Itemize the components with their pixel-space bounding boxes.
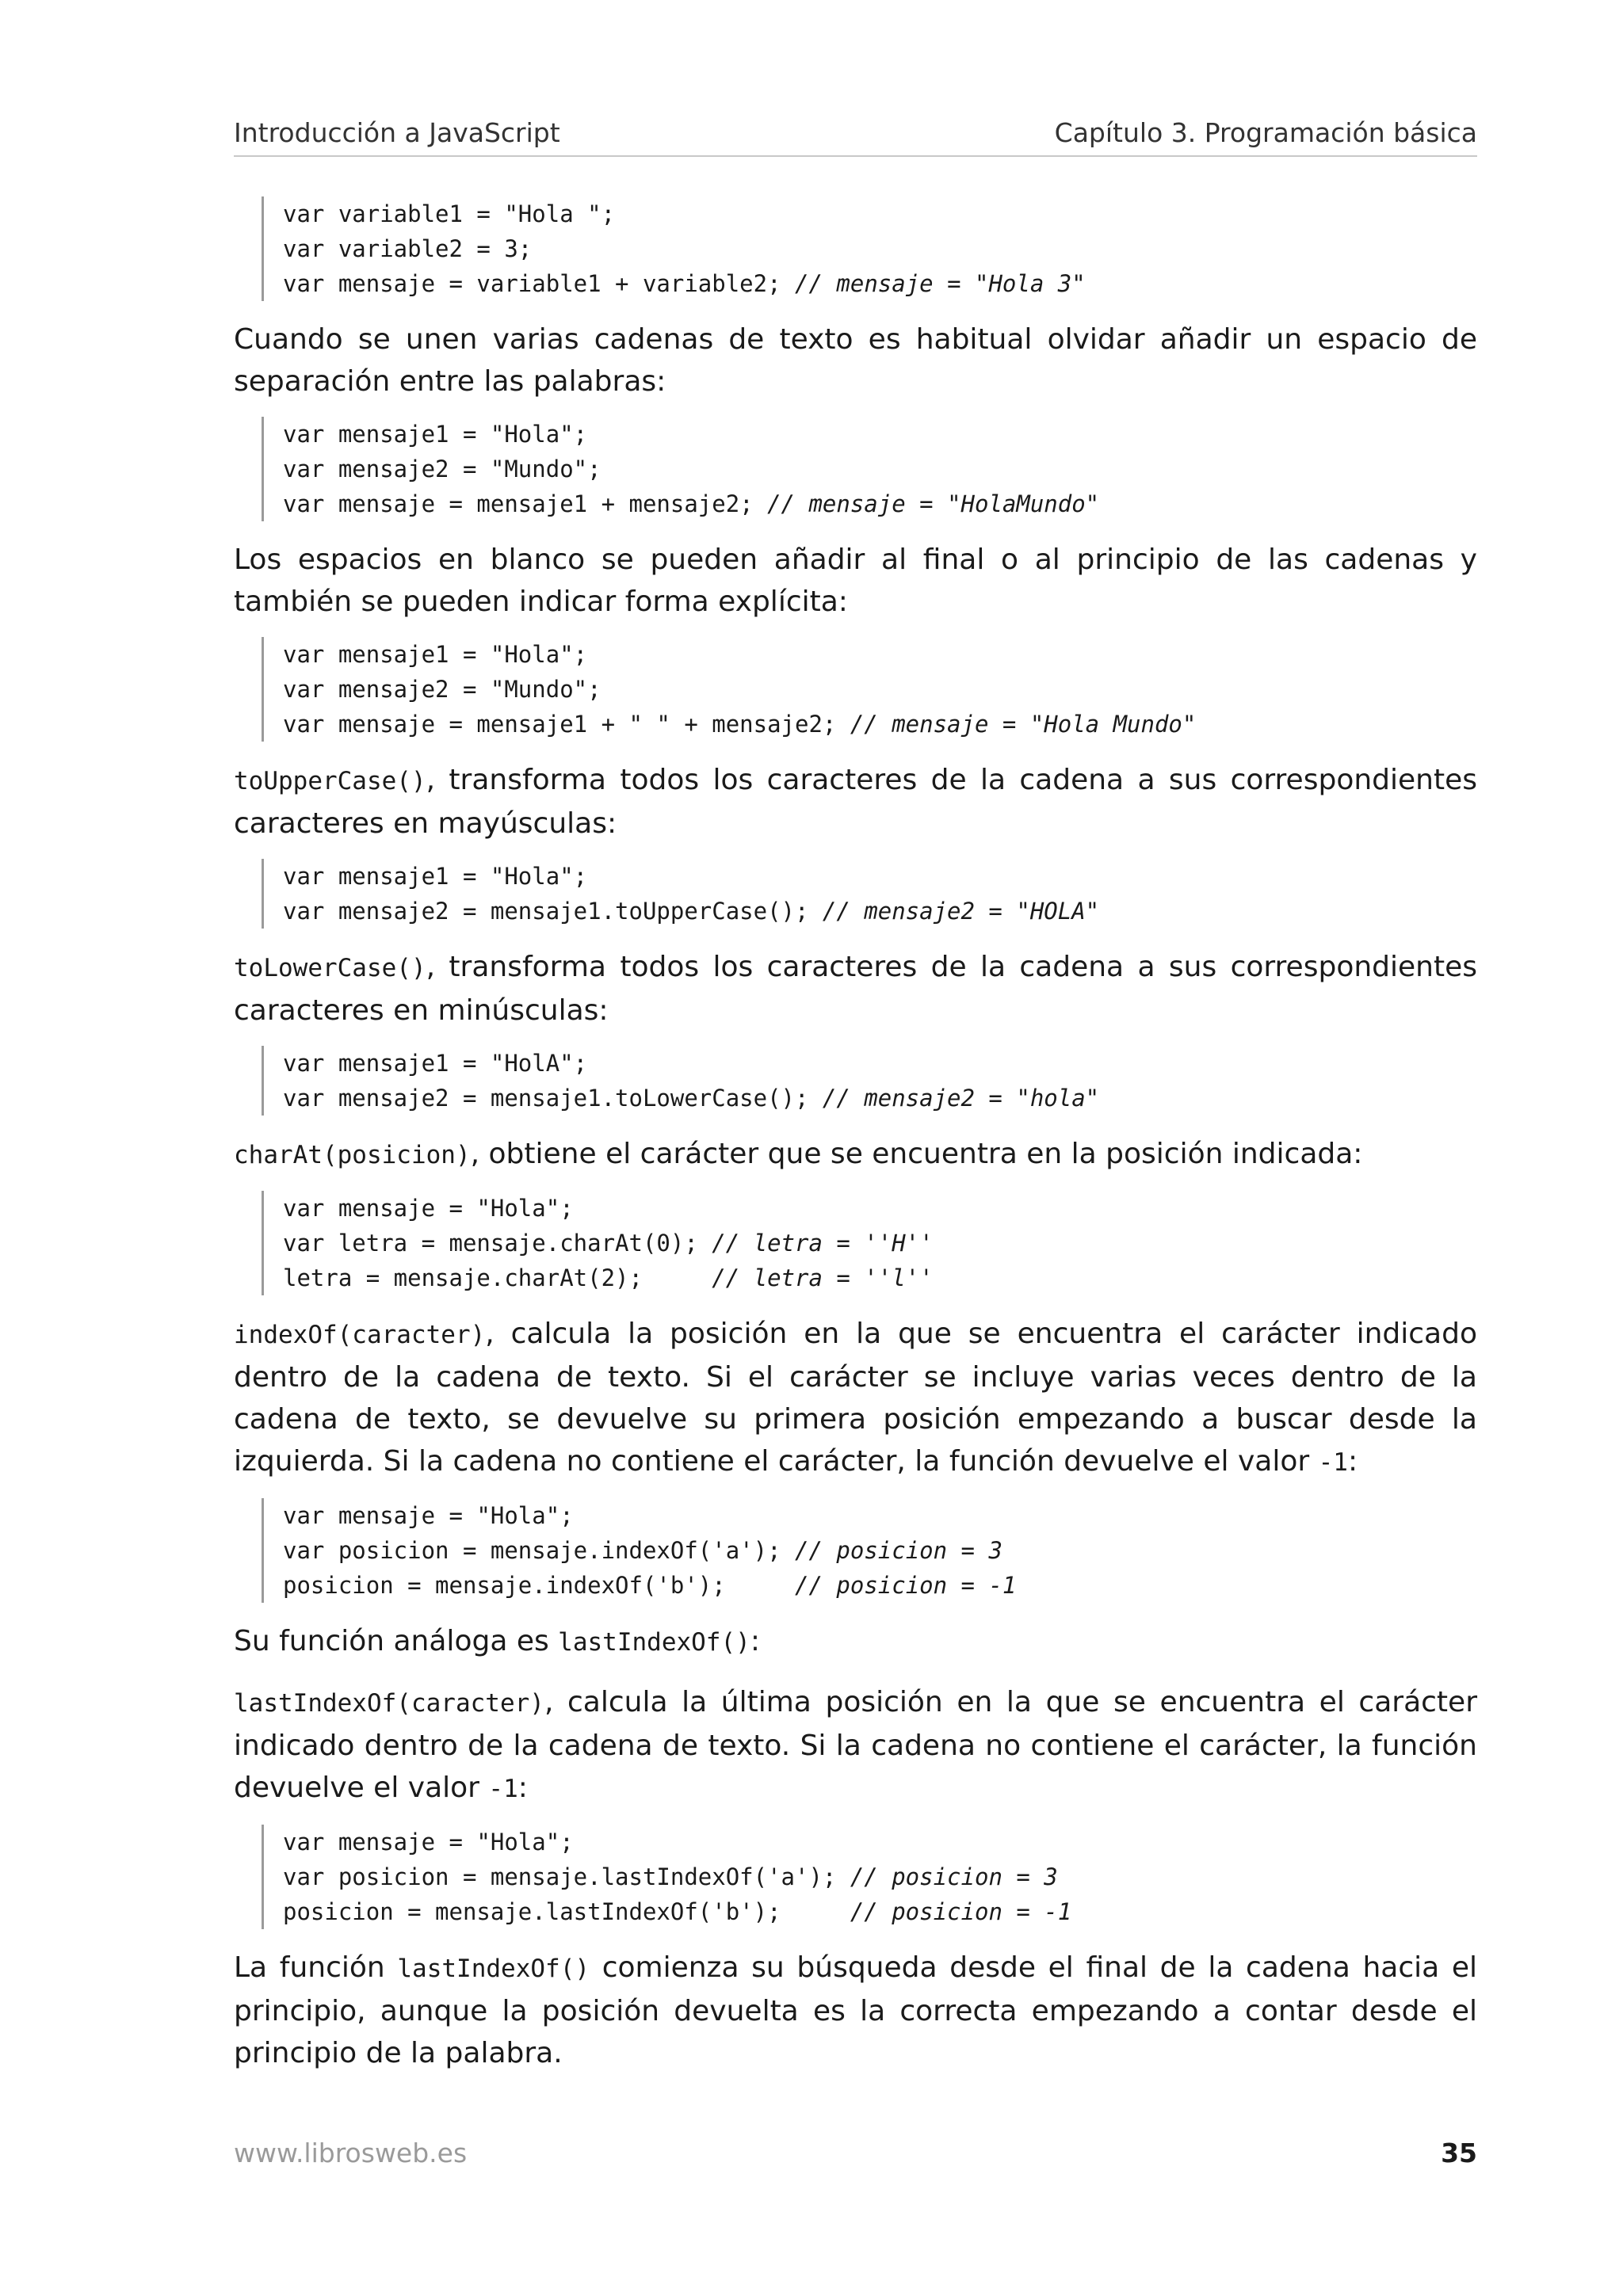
code-line: var mensaje1 = "Hola"; xyxy=(283,863,588,890)
page-content xyxy=(234,196,1477,2088)
inline-code: toLowerCase() xyxy=(234,954,426,982)
code-block xyxy=(262,196,1477,301)
paragraph-text: : xyxy=(750,1625,760,1657)
code-line: var mensaje = mensaje1 + mensaje2; xyxy=(283,490,768,517)
code-comment: // mensaje = "Hola Mundo" xyxy=(850,711,1197,738)
code-block xyxy=(262,1498,1477,1603)
paragraph xyxy=(234,1620,1477,1664)
code-comment: // mensaje = "HolaMundo" xyxy=(767,490,1100,517)
code-block xyxy=(262,1046,1477,1116)
code-comment: // mensaje2 = "hola" xyxy=(822,1085,1100,1112)
code-comment: // mensaje = "Hola 3" xyxy=(795,270,1086,297)
paragraph-text: , calcula la posición en la que se encuentra el carácter indicado dentro de la cadena de texto. Si el carácter se incluye varias veces dentro de la cadena de texto, se devuelve su primera posición empezando a buscar desde la izquierda. Si la cadena no contiene el carácter, la función devuelve el valor xyxy=(234,1318,1477,1478)
paragraph-text: : xyxy=(1347,1445,1358,1478)
code-line: var mensaje = mensaje1 + " " + mensaje2; xyxy=(283,711,850,738)
code-block xyxy=(262,417,1477,521)
chapter-title: Capítulo 3. Programación básica xyxy=(1054,117,1477,148)
paragraph-text: , transforma todos los caracteres de la cadena a sus correspondientes caracteres en minúsculas: xyxy=(234,951,1477,1027)
code-block xyxy=(262,1191,1477,1295)
code-line: letra = mensaje.charAt(2); xyxy=(283,1264,712,1291)
code-line: var mensaje2 = mensaje1.toLowerCase(); xyxy=(283,1085,823,1112)
code-comment: // posicion = -1 xyxy=(850,1898,1072,1925)
paragraph-text: , transforma todos los caracteres de la cadena a sus correspondientes caracteres en mayúsculas: xyxy=(234,764,1477,840)
paragraph xyxy=(234,946,1477,1032)
inline-code: lastIndexOf() xyxy=(558,1628,750,1657)
paragraph xyxy=(234,1133,1477,1177)
code-line: var mensaje2 = mensaje1.toUpperCase(); xyxy=(283,898,823,925)
code-line: posicion = mensaje.indexOf('b'); xyxy=(283,1572,796,1599)
paragraph xyxy=(234,759,1477,845)
inline-code: lastIndexOf(caracter) xyxy=(234,1689,544,1718)
code-line: var mensaje1 = "Hola"; xyxy=(283,421,588,448)
code-block xyxy=(262,1825,1477,1929)
footer-site-link[interactable]: www.librosweb.es xyxy=(234,2138,468,2168)
book-title: Introducción a JavaScript xyxy=(234,117,560,148)
code-line: var mensaje = "Hola"; xyxy=(283,1502,574,1529)
code-block xyxy=(262,859,1477,929)
inline-code: charAt(posicion) xyxy=(234,1141,471,1169)
inline-code: toUpperCase() xyxy=(234,767,426,795)
paragraph-text: comienza su búsqueda desde el final de la cadena hacia el principio, aunque la posición devuelta es la correcta empezando a contar desde el principio de la palabra. xyxy=(234,1951,1477,2069)
paragraph-text: La función xyxy=(234,1951,398,1984)
code-line: var mensaje = variable1 + variable2; xyxy=(283,270,796,297)
paragraph: Cuando se unen varias cadenas de texto es habitual olvidar añadir un espacio de separación entre las palabras: xyxy=(234,323,1477,398)
paragraph xyxy=(234,1947,1477,2074)
inline-code: -1 xyxy=(1318,1448,1348,1477)
code-comment: // posicion = 3 xyxy=(795,1537,1002,1564)
page-number: 35 xyxy=(1441,2138,1477,2168)
paragraph-text: , calcula la última posición en la que se encuentra el carácter indicado dentro de la cadena de texto. Si la cadena no contiene el carácter, la función devuelve el valor xyxy=(234,1686,1477,1804)
paragraph xyxy=(234,1313,1477,1484)
code-line: var mensaje1 = "Hola"; xyxy=(283,641,588,668)
code-line: var posicion = mensaje.indexOf('a'); xyxy=(283,1537,796,1564)
code-line: var mensaje1 = "HolA"; xyxy=(283,1050,588,1077)
code-line: var letra = mensaje.charAt(0); xyxy=(283,1230,712,1257)
code-comment: // posicion = 3 xyxy=(850,1863,1058,1890)
code-comment: // letra = ''l'' xyxy=(712,1264,934,1291)
inline-code: lastIndexOf() xyxy=(397,1955,590,1983)
inline-code: indexOf(caracter) xyxy=(234,1321,486,1349)
inline-code: -1 xyxy=(488,1775,518,1803)
code-line: var variable1 = "Hola "; xyxy=(283,200,616,227)
code-comment: // posicion = -1 xyxy=(795,1572,1017,1599)
paragraph-text: Su función análoga es xyxy=(234,1625,559,1657)
paragraph-text: , obtiene el carácter que se encuentra en la posición indicada: xyxy=(470,1138,1363,1170)
code-line: var mensaje2 = "Mundo"; xyxy=(283,676,601,703)
paragraph xyxy=(234,1681,1477,1810)
code-line: posicion = mensaje.lastIndexOf('b'); xyxy=(283,1898,850,1925)
code-block xyxy=(262,637,1477,742)
page-header xyxy=(234,117,1477,157)
paragraph: Los espacios en blanco se pueden añadir al final o al principio de las cadenas y también se pueden indicar forma explícita: xyxy=(234,543,1477,618)
code-line: var mensaje = "Hola"; xyxy=(283,1195,574,1222)
code-comment: // mensaje2 = "HOLA" xyxy=(822,898,1100,925)
code-line: var variable2 = 3; xyxy=(283,235,533,262)
paragraph-text: : xyxy=(517,1772,528,1804)
code-line: var posicion = mensaje.lastIndexOf('a'); xyxy=(283,1863,850,1890)
code-line: var mensaje = "Hola"; xyxy=(283,1829,574,1855)
code-comment: // letra = ''H'' xyxy=(712,1230,934,1257)
code-line: var mensaje2 = "Mundo"; xyxy=(283,456,601,482)
